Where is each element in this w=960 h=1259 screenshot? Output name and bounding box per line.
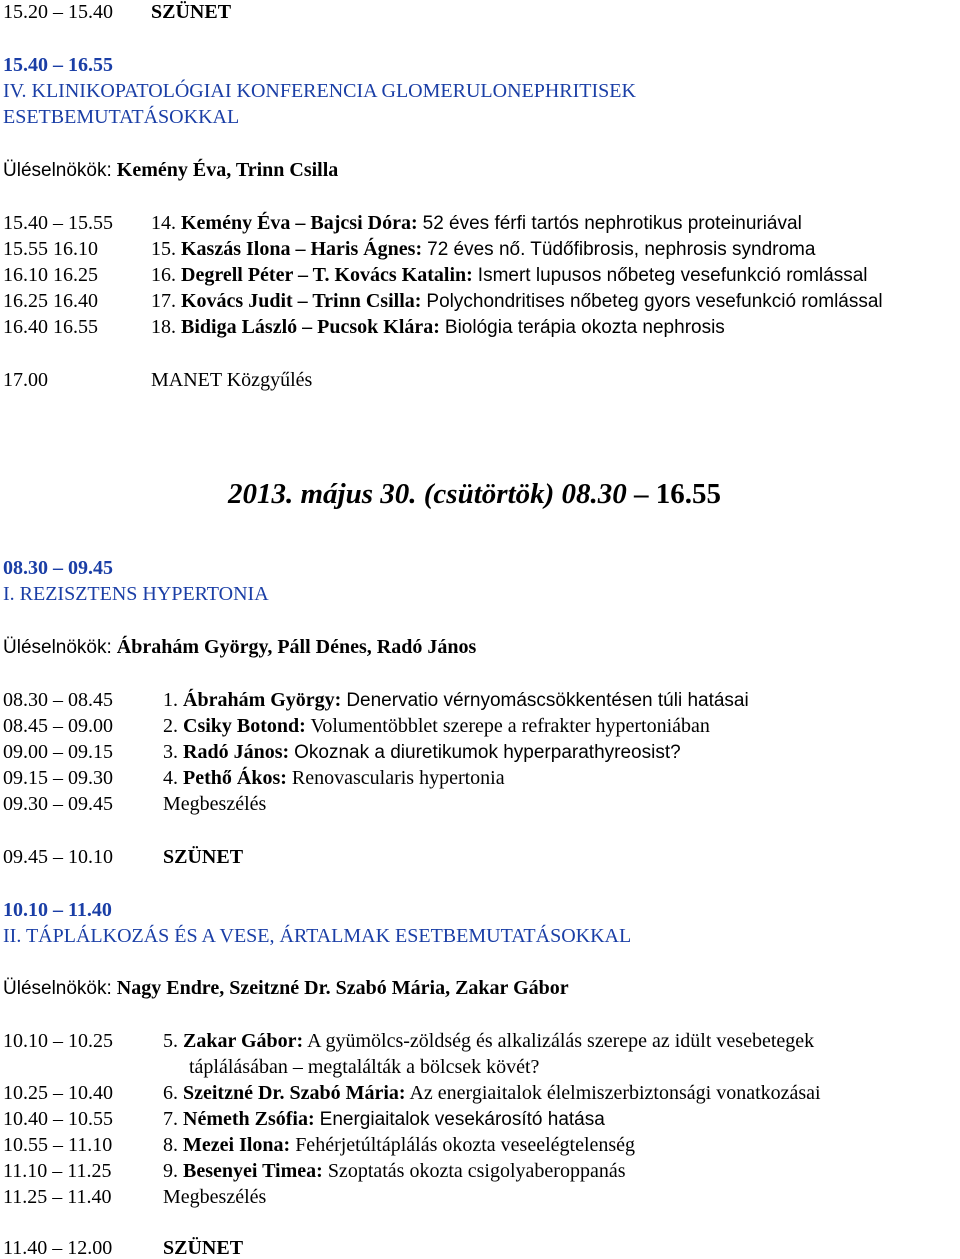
talk-time: 11.10 – 11.25 bbox=[3, 1160, 112, 1182]
talk-entry bbox=[151, 316, 725, 339]
session-time: 10.10 – 11.40 bbox=[3, 899, 112, 921]
talk-entry bbox=[163, 1082, 821, 1104]
talk-title: Volumentöbblet szerepe a refrakter hypertoniában bbox=[310, 715, 710, 737]
chairs-label: Üléselnökök: bbox=[3, 978, 112, 999]
day-date: 2013. május 30. (csütörtök) 08.30 bbox=[228, 478, 627, 510]
talk-time: 10.25 – 10.40 bbox=[3, 1082, 113, 1104]
chairs-names: Nagy Endre, Szeitzné Dr. Szabó Mária, Zakar Gábor bbox=[116, 977, 569, 999]
session-title-cont: ESETBEMUTATÁSOKKAL bbox=[3, 106, 240, 128]
talk-speakers: Kemény Éva – Bajcsi Dóra: bbox=[181, 212, 418, 234]
talk-title: Energiaitalok vesekárosító hatása bbox=[319, 1109, 605, 1130]
talk-title: 72 éves nő. Tüdőfibrosis, nephrosis syndroma bbox=[427, 239, 816, 260]
talk-time: 16.40 16.55 bbox=[3, 316, 98, 338]
chairs-names: Kemény Éva, Trinn Csilla bbox=[116, 159, 339, 181]
day-dash: – bbox=[634, 478, 649, 510]
session-title: IV. KLINIKOPATOLÓGIAI KONFERENCIA GLOMERULONEPHRITISEK bbox=[3, 80, 636, 102]
talk-number: 5. bbox=[163, 1030, 178, 1052]
break-label: SZÜNET bbox=[163, 1237, 244, 1259]
talk-entry bbox=[163, 767, 505, 789]
discussion-time: 09.30 – 09.45 bbox=[3, 793, 113, 815]
talk-speaker: Pethő Ákos: bbox=[183, 767, 287, 789]
talk-speaker: Besenyei Timea: bbox=[183, 1160, 323, 1182]
break-time: 09.45 – 10.10 bbox=[3, 846, 113, 868]
talk-entry bbox=[163, 715, 710, 737]
talk-number: 1. bbox=[163, 689, 178, 711]
talk-speaker: Radó János: bbox=[183, 741, 290, 763]
talk-number: 6. bbox=[163, 1082, 178, 1104]
talk-title: Polychondritises nőbeteg gyors vesefunkció romlással bbox=[426, 291, 883, 312]
talk-entry bbox=[151, 264, 868, 287]
talk-time: 16.10 16.25 bbox=[3, 264, 98, 286]
talk-title: Biológia terápia okozta nephrosis bbox=[444, 317, 725, 338]
talk-entry bbox=[163, 1160, 626, 1182]
talk-number: 2. bbox=[163, 715, 178, 737]
talk-title: Ismert lupusos nőbeteg vesefunkció romlással bbox=[477, 265, 868, 286]
talk-time: 10.10 – 10.25 bbox=[3, 1030, 113, 1052]
talk-title: 52 éves férfi tartós nephrotikus proteinuriával bbox=[422, 213, 802, 234]
session-chairs bbox=[3, 636, 476, 659]
session-title: II. TÁPLÁLKOZÁS ÉS A VESE, ÁRTALMAK ESETBEMUTATÁSOKKAL bbox=[3, 925, 632, 947]
break-label: SZÜNET bbox=[151, 1, 232, 23]
talk-entry bbox=[163, 1108, 605, 1131]
break-time: 15.20 – 15.40 bbox=[3, 1, 113, 23]
talk-title: Denervatio vérnyomáscsökkentésen túli hatásai bbox=[346, 690, 749, 711]
talk-title: Okoznak a diuretikumok hyperparathyreosist? bbox=[294, 742, 681, 763]
discussion-time: 11.25 – 11.40 bbox=[3, 1186, 112, 1208]
session-time: 08.30 – 09.45 bbox=[3, 557, 113, 579]
talk-speakers: Bidiga László – Pucsok Klára: bbox=[181, 316, 440, 338]
talk-speaker: Ábrahám György: bbox=[183, 689, 342, 711]
talk-title: Fehérjetúltáplálás okozta veseelégtelenség bbox=[295, 1134, 636, 1156]
talk-entry bbox=[151, 212, 802, 235]
talk-number: 8. bbox=[163, 1134, 178, 1156]
talk-speaker: Szeitzné Dr. Szabó Mária: bbox=[183, 1082, 406, 1104]
talk-number: 15. bbox=[151, 238, 176, 260]
talk-time: 10.40 – 10.55 bbox=[3, 1108, 113, 1130]
talk-time: 15.55 16.10 bbox=[3, 238, 98, 260]
talk-entry bbox=[163, 741, 681, 764]
day-heading bbox=[228, 478, 721, 510]
session-time: 15.40 – 16.55 bbox=[3, 54, 113, 76]
session-chairs bbox=[3, 159, 338, 182]
break-time: 11.40 – 12.00 bbox=[3, 1237, 113, 1259]
chairs-names: Ábrahám György, Páll Dénes, Radó János bbox=[116, 636, 477, 658]
talk-speakers: Kovács Judit – Trinn Csilla: bbox=[181, 290, 422, 312]
break-label: SZÜNET bbox=[163, 846, 244, 868]
talk-time: 08.30 – 08.45 bbox=[3, 689, 113, 711]
talk-time: 09.00 – 09.15 bbox=[3, 741, 113, 763]
talk-number: 14. bbox=[151, 212, 176, 234]
talk-speaker: Németh Zsófia: bbox=[183, 1108, 315, 1130]
talk-title-cont: táplálásában – megtalálták a bölcsek kövét? bbox=[189, 1056, 540, 1078]
talk-speaker: Csiky Botond: bbox=[183, 715, 306, 737]
talk-number: 3. bbox=[163, 741, 178, 763]
talk-time: 10.55 – 11.10 bbox=[3, 1134, 113, 1156]
talk-title: Az energiaitalok élelmiszerbiztonsági vonatkozásai bbox=[409, 1082, 821, 1104]
chairs-label: Üléselnökök: bbox=[3, 637, 112, 658]
talk-title: Szoptatás okozta csigolyaberoppanás bbox=[327, 1160, 626, 1182]
talk-speakers: Degrell Péter – T. Kovács Katalin: bbox=[181, 264, 473, 286]
talk-entry bbox=[163, 689, 749, 712]
session-chairs bbox=[3, 977, 569, 1000]
talk-number: 16. bbox=[151, 264, 176, 286]
talk-number: 17. bbox=[151, 290, 176, 312]
chairs-label: Üléselnökök: bbox=[3, 160, 112, 181]
meeting-label: MANET Közgyűlés bbox=[151, 369, 313, 391]
talk-time: 15.40 – 15.55 bbox=[3, 212, 113, 234]
discussion-label: Megbeszélés bbox=[163, 793, 267, 815]
talk-entry bbox=[151, 290, 883, 313]
talk-speakers: Kaszás Ilona – Haris Ágnes: bbox=[181, 238, 423, 260]
talk-number: 9. bbox=[163, 1160, 178, 1182]
session-title: I. REZISZTENS HYPERTONIA bbox=[3, 583, 269, 605]
discussion-label: Megbeszélés bbox=[163, 1186, 267, 1208]
talk-number: 4. bbox=[163, 767, 178, 789]
talk-entry bbox=[163, 1030, 814, 1052]
talk-entry bbox=[163, 1134, 635, 1156]
day-end: 16.55 bbox=[655, 478, 722, 510]
talk-time: 08.45 – 09.00 bbox=[3, 715, 113, 737]
talk-number: 7. bbox=[163, 1108, 178, 1130]
talk-title: Renovascularis hypertonia bbox=[291, 767, 505, 789]
meeting-time: 17.00 bbox=[3, 369, 48, 391]
talk-speaker: Mezei Ilona: bbox=[183, 1134, 291, 1156]
talk-time: 16.25 16.40 bbox=[3, 290, 98, 312]
talk-time: 09.15 – 09.30 bbox=[3, 767, 113, 789]
talk-entry bbox=[151, 238, 815, 261]
talk-title: A gyümölcs-zöldség és alkalizálás szerepe az idült vesebetegek bbox=[307, 1030, 815, 1052]
talk-number: 18. bbox=[151, 316, 176, 338]
talk-speaker: Zakar Gábor: bbox=[183, 1030, 304, 1052]
